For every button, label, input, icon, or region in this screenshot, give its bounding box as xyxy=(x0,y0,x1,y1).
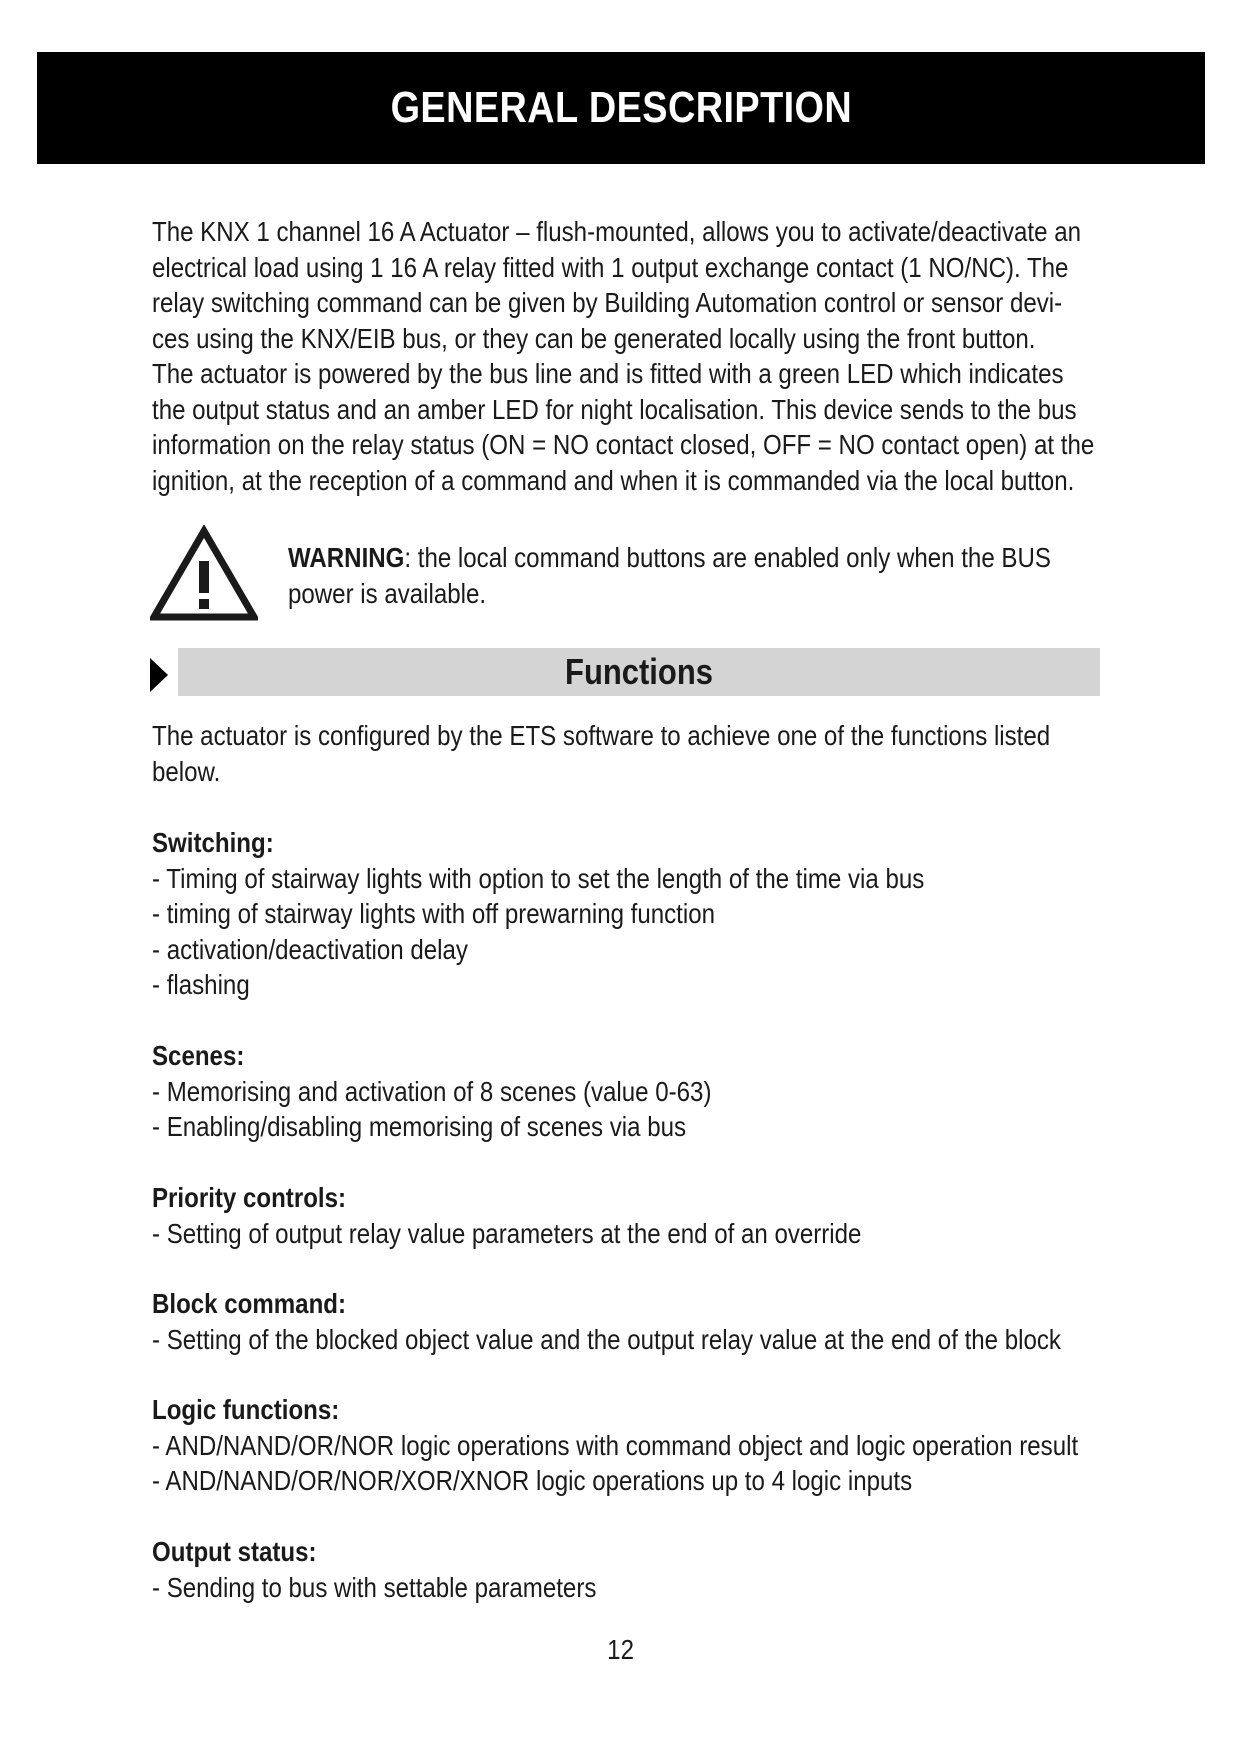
page-number-container xyxy=(0,1634,1241,1666)
intro-line: electrical load using 1 16 A relay fitted with 1 output exchange contact (1 NO/NC). The xyxy=(152,251,1069,283)
section-title: Logic functions: xyxy=(152,1394,340,1425)
list-item: - Enabling/disabling memorising of scenes via bus xyxy=(152,1111,687,1142)
list-item: - Memorising and activation of 8 scenes (value 0-63) xyxy=(152,1075,712,1107)
list-item: - Timing of stairway lights with option to set the length of the time via bus xyxy=(152,862,925,894)
section-block-command xyxy=(152,1286,1061,1357)
page-header xyxy=(37,52,1205,164)
page-title: GENERAL DESCRIPTION xyxy=(390,83,852,132)
intro-line: The KNX 1 channel 16 A Actuator – flush-mounted, allows you to activate/deactivate an xyxy=(152,216,1081,247)
list-item: - Setting of the blocked object value and the output relay value at the end of the block xyxy=(152,1323,1061,1355)
list-item: - flashing xyxy=(152,969,250,1000)
section-title: Output status: xyxy=(152,1536,317,1567)
section-logic-functions xyxy=(152,1392,1078,1499)
functions-heading: Functions xyxy=(565,651,713,692)
section-output-status xyxy=(152,1534,596,1605)
intro-line: ces using the KNX/EIB bus, or they can be generated locally using the front button. xyxy=(152,322,1036,354)
intro-paragraph xyxy=(152,214,1095,498)
section-priority-controls xyxy=(152,1180,861,1251)
intro-line: The actuator is powered by the bus line and is fitted with a green LED which indicates xyxy=(152,358,1064,389)
list-item: - AND/NAND/OR/NOR logic operations with command object and logic operation result xyxy=(152,1429,1079,1461)
section-title: Switching: xyxy=(152,827,274,858)
warning-triangle-icon xyxy=(150,525,258,621)
warning-note xyxy=(288,540,1051,612)
section-switching xyxy=(152,825,924,1003)
warning-text-line2: power is available. xyxy=(288,578,487,609)
list-item: - activation/deactivation delay xyxy=(152,933,468,965)
section-title: Scenes: xyxy=(152,1040,245,1071)
warning-label: WARNING xyxy=(288,542,405,573)
list-item: - timing of stairway lights with off prewarning function xyxy=(152,898,716,929)
functions-intro-line: The actuator is configured by the ETS software to achieve one of the functions listed xyxy=(152,720,1051,751)
functions-intro xyxy=(152,718,1050,789)
functions-intro-line: below. xyxy=(152,755,221,787)
intro-line: ignition, at the reception of a command and when it is commanded via the local button. xyxy=(152,464,1075,496)
functions-heading-bar xyxy=(178,648,1100,696)
list-item: - AND/NAND/OR/NOR/XOR/XNOR logic operations up to 4 logic inputs xyxy=(152,1465,913,1496)
intro-line: the output status and an amber LED for night localisation. This device sends to the bus xyxy=(152,393,1077,425)
list-item: - Sending to bus with settable parameters xyxy=(152,1571,597,1603)
section-arrow-icon xyxy=(150,658,168,692)
list-item: - Setting of output relay value parameters at the end of an override xyxy=(152,1217,862,1249)
page-number: 12 xyxy=(607,1634,634,1665)
section-title: Block command: xyxy=(152,1288,347,1319)
intro-line: relay switching command can be given by Building Automation control or sensor devi- xyxy=(152,287,1063,318)
warning-text-line1: : the local command buttons are enabled only when the BUS xyxy=(404,542,1051,573)
intro-line: information on the relay status (ON = NO contact closed, OFF = NO contact open) at the xyxy=(152,429,1095,460)
section-scenes xyxy=(152,1038,711,1145)
section-title: Priority controls: xyxy=(152,1182,347,1213)
